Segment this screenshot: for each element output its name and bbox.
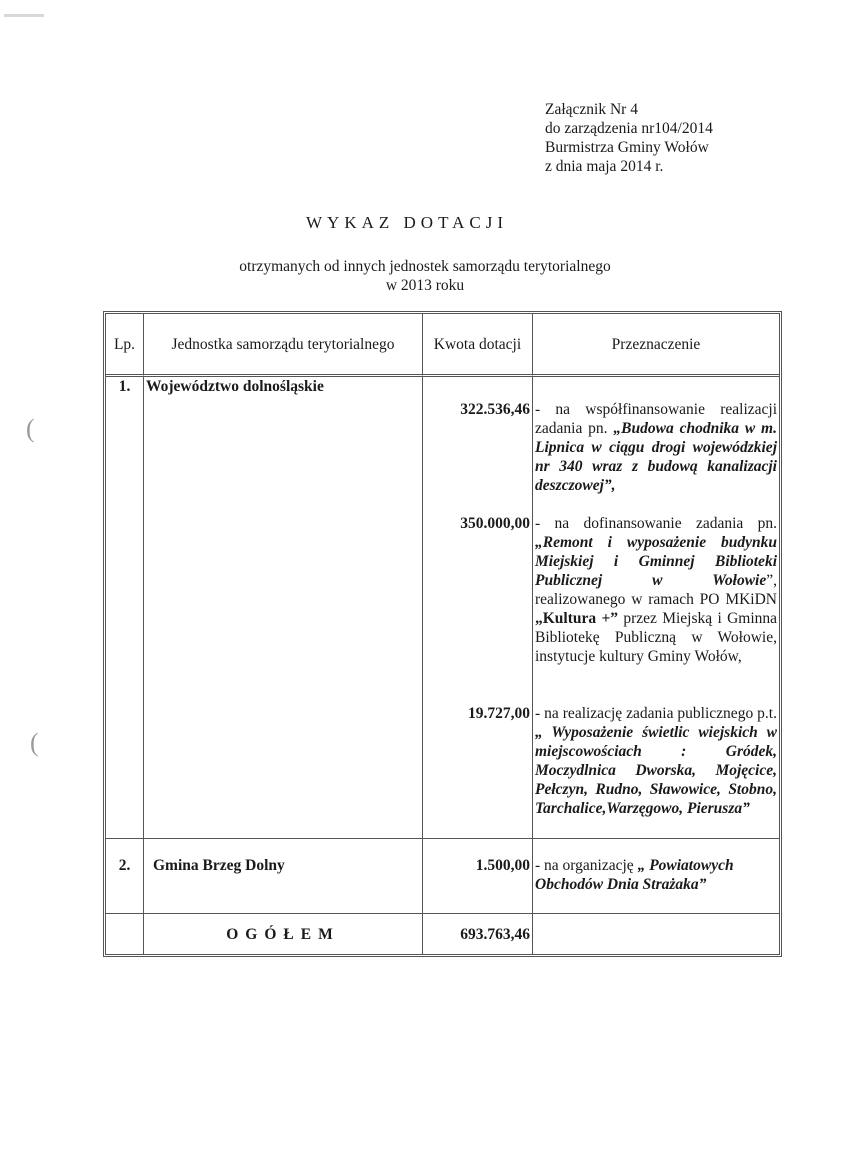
scan-mark: ( <box>30 728 39 757</box>
table-row <box>106 839 779 914</box>
amount-2: 350.000,00 <box>460 515 530 532</box>
annex-header <box>545 100 713 176</box>
row-lp: 2. <box>106 839 144 914</box>
purpose-task: „ Powiatowych Obchodów Dnia Strażaka” <box>535 857 734 893</box>
grants-table <box>103 311 782 957</box>
purpose-3-text: - na realizację zadania publicznego p.t. <box>535 705 777 722</box>
scan-smudge <box>4 14 44 17</box>
total-row <box>106 914 779 954</box>
total-amount: 693.763,46 <box>423 914 533 954</box>
annex-number: Załącznik Nr 4 <box>545 101 638 118</box>
document-title: WYKAZ DOTACJI <box>306 213 508 232</box>
purpose-2 <box>535 514 777 685</box>
row-unit: Województwo dolnośląskie <box>144 377 423 839</box>
purpose-text: - na organizację <box>535 857 638 874</box>
purpose-3 <box>535 704 777 838</box>
total-label: OGÓŁEM <box>144 914 423 954</box>
purpose-2-middle: ”, realizowanego w ramach PO MKiDN <box>535 572 777 608</box>
scan-mark: ( <box>26 414 35 443</box>
purpose-1-text: - na współfinansowanie realizacji zadania pn. <box>535 401 777 437</box>
purpose-2-text: - na dofinansowanie zadania pn. <box>535 515 777 532</box>
header-unit: Jednostka samorządu terytorialnego <box>144 314 423 377</box>
annex-date: z dnia maja 2014 r. <box>545 158 664 175</box>
header-amount: Kwota dotacji <box>423 314 533 377</box>
amount-1: 322.536,46 <box>460 401 530 418</box>
header-purpose: Przeznaczenie <box>533 314 779 377</box>
row-lp: 1. <box>106 377 144 839</box>
row-unit: Gmina Brzeg Dolny <box>144 839 423 914</box>
amount-3: 19.727,00 <box>468 705 530 722</box>
header-lp: Lp. <box>106 314 144 377</box>
purpose-3-task: „ Wyposażenie świetlic wiejskich w miejscowościach : Gródek, Moczydlnica Dworska, Mojęcice, Pełczyn, Rudno, Sławowice, Stobno, Tarchalice,Warzęgowo, Pierusza” <box>535 724 777 817</box>
subtitle-line-2: w 2013 roku <box>385 277 465 294</box>
table-header-row <box>106 314 779 377</box>
total-lp-cell <box>106 914 144 954</box>
purpose-1 <box>535 400 777 495</box>
row-purpose <box>533 839 779 914</box>
row-amount: 1.500,00 <box>423 839 533 914</box>
total-purpose-cell <box>533 914 779 954</box>
table-row <box>106 377 779 839</box>
annex-ordinance: do zarządzenia nr104/2014 <box>545 120 713 137</box>
row-purposes <box>533 377 779 839</box>
annex-issuer: Burmistrza Gminy Wołów <box>545 139 709 156</box>
purpose-2-end: przez Miejską i Gminna Bibliotekę Publiczną w Wołowie, instytucje kultury Gminy Wołów, <box>535 610 778 665</box>
purpose-2-program: „Kultura +” <box>535 610 619 627</box>
purpose-1-task: „Budowa chodnika w m. Lipnica w ciągu drogi wojewódzkiej nr 340 wraz z budową kanalizacji deszczowej”, <box>535 420 777 494</box>
purpose-2-task: „Remont i wyposażenie budynku Miejskiej i Gminnej Biblioteki Publicznej w Wołowie <box>535 534 777 589</box>
row-amounts <box>423 377 533 839</box>
document-subtitle <box>0 257 850 295</box>
subtitle-line-1: otrzymanych od innych jednostek samorządu terytorialnego <box>239 258 611 275</box>
